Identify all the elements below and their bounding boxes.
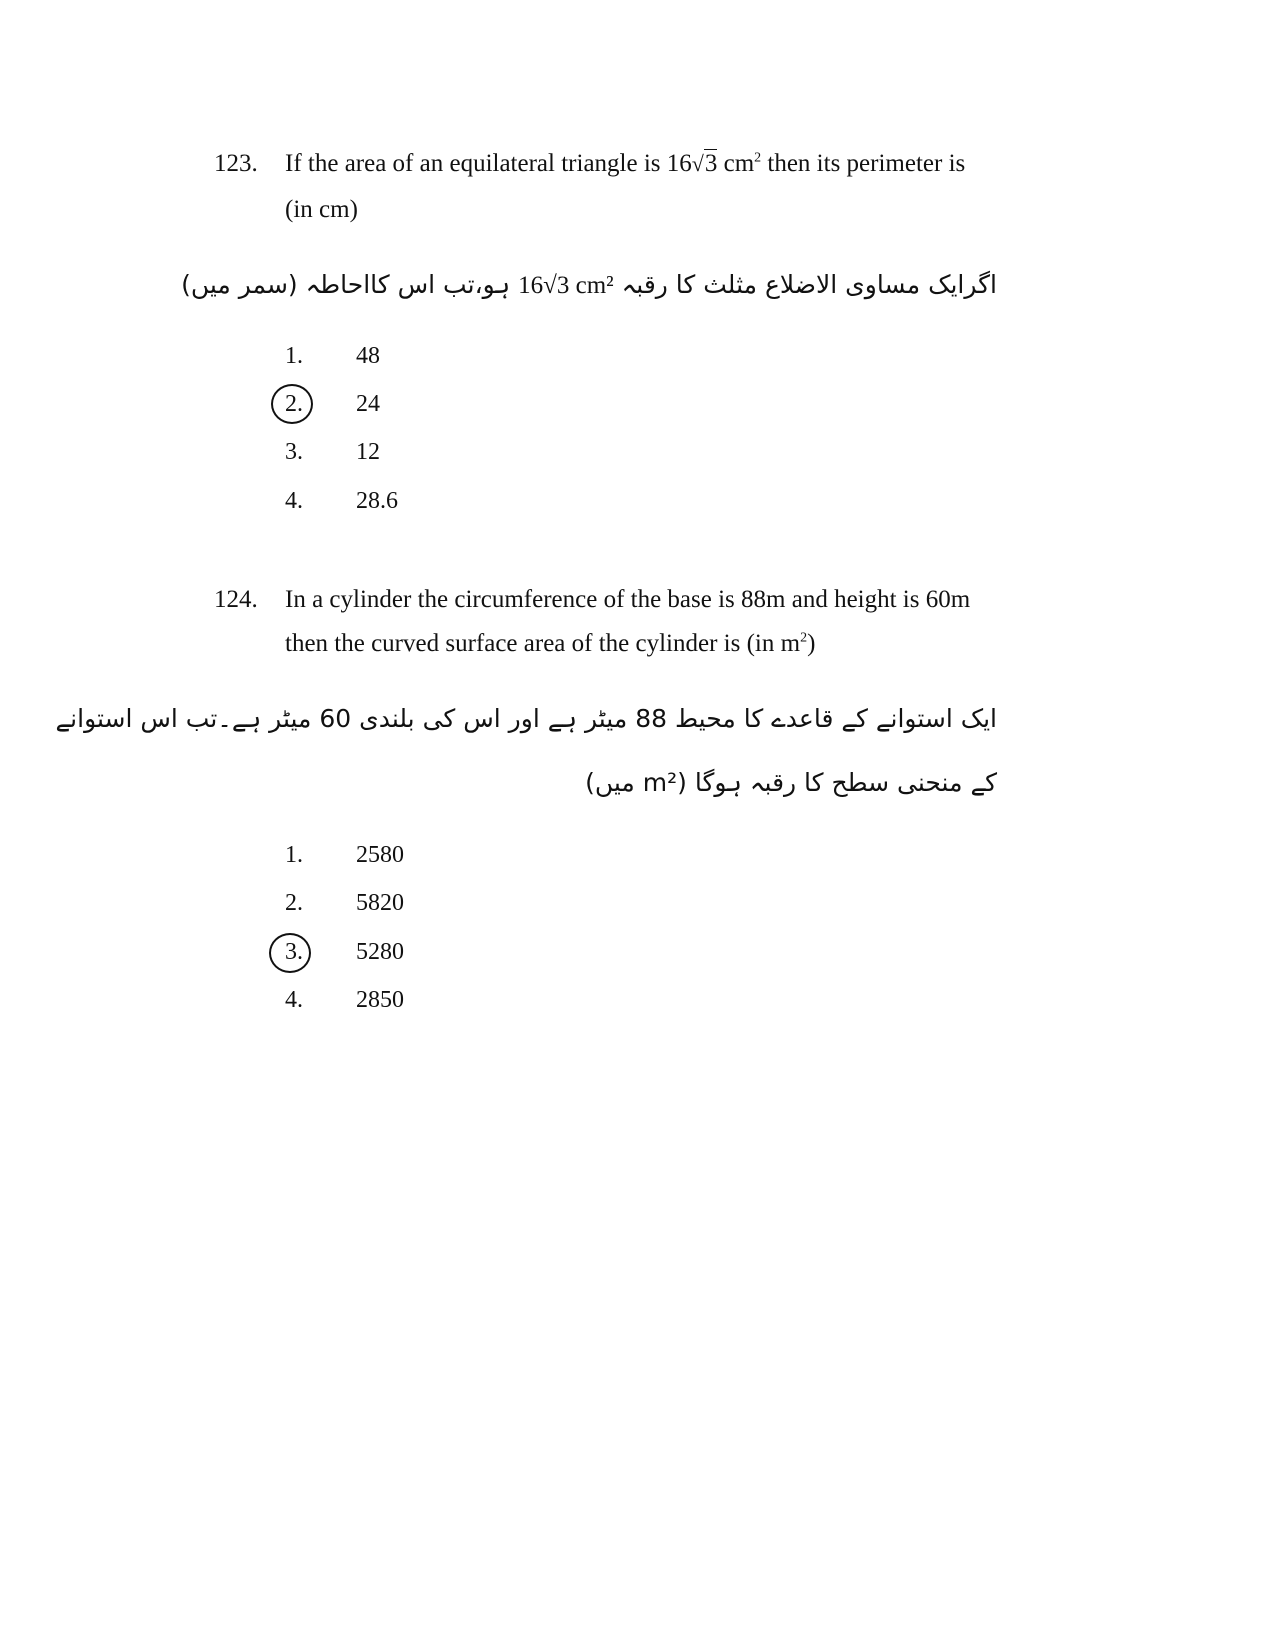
question-text-line2: then the curved surface area of the cylinder is (in $m^2$) xyxy=(285,630,816,657)
option-number: 3. xyxy=(285,439,303,465)
option-value: 5820 xyxy=(356,890,404,916)
option-number: 4. xyxy=(285,488,303,514)
option-value: 28.6 xyxy=(356,488,398,514)
urdu-translation-line2: کے منحنی سطح کا رقبہ ہوگا (m² میں) xyxy=(585,768,997,797)
question-text-line1: If the area of an equilateral triangle is 16√3 $cm^2$ then its perimeter is xyxy=(285,150,966,177)
option-number: 1. xyxy=(285,343,303,369)
option-value: 5280 xyxy=(356,939,404,965)
option-number: 2. xyxy=(285,890,303,916)
option-value: 2850 xyxy=(356,987,404,1013)
question-text-line1: In a cylinder the circumference of the base is 88m and height is 60m xyxy=(285,586,971,613)
question-text-line2: (in cm) xyxy=(285,196,358,223)
urdu-translation-line1: ایک استوانے کے قاعدے کا محیط 88 میٹر ہے اور اس کی بلندی 60 میٹر ہے۔تب اس استوانے xyxy=(55,704,997,733)
option-value: 48 xyxy=(356,343,380,369)
option-value: 2580 xyxy=(356,842,404,868)
option-value: 12 xyxy=(356,439,380,465)
option-number-marked: 3. xyxy=(285,939,303,965)
option-number: 4. xyxy=(285,987,303,1013)
urdu-translation: اگرایک مساوی الاضلاع مثلث کا رقبہ 16√3 cm² ہو،تب اس کااحاطہ (سمر میں) xyxy=(181,270,997,299)
option-number-marked: 2. xyxy=(285,391,303,417)
question-number: 124. xyxy=(214,586,258,613)
option-number: 1. xyxy=(285,842,303,868)
question-number: 123. xyxy=(214,150,258,177)
option-value: 24 xyxy=(356,391,380,417)
